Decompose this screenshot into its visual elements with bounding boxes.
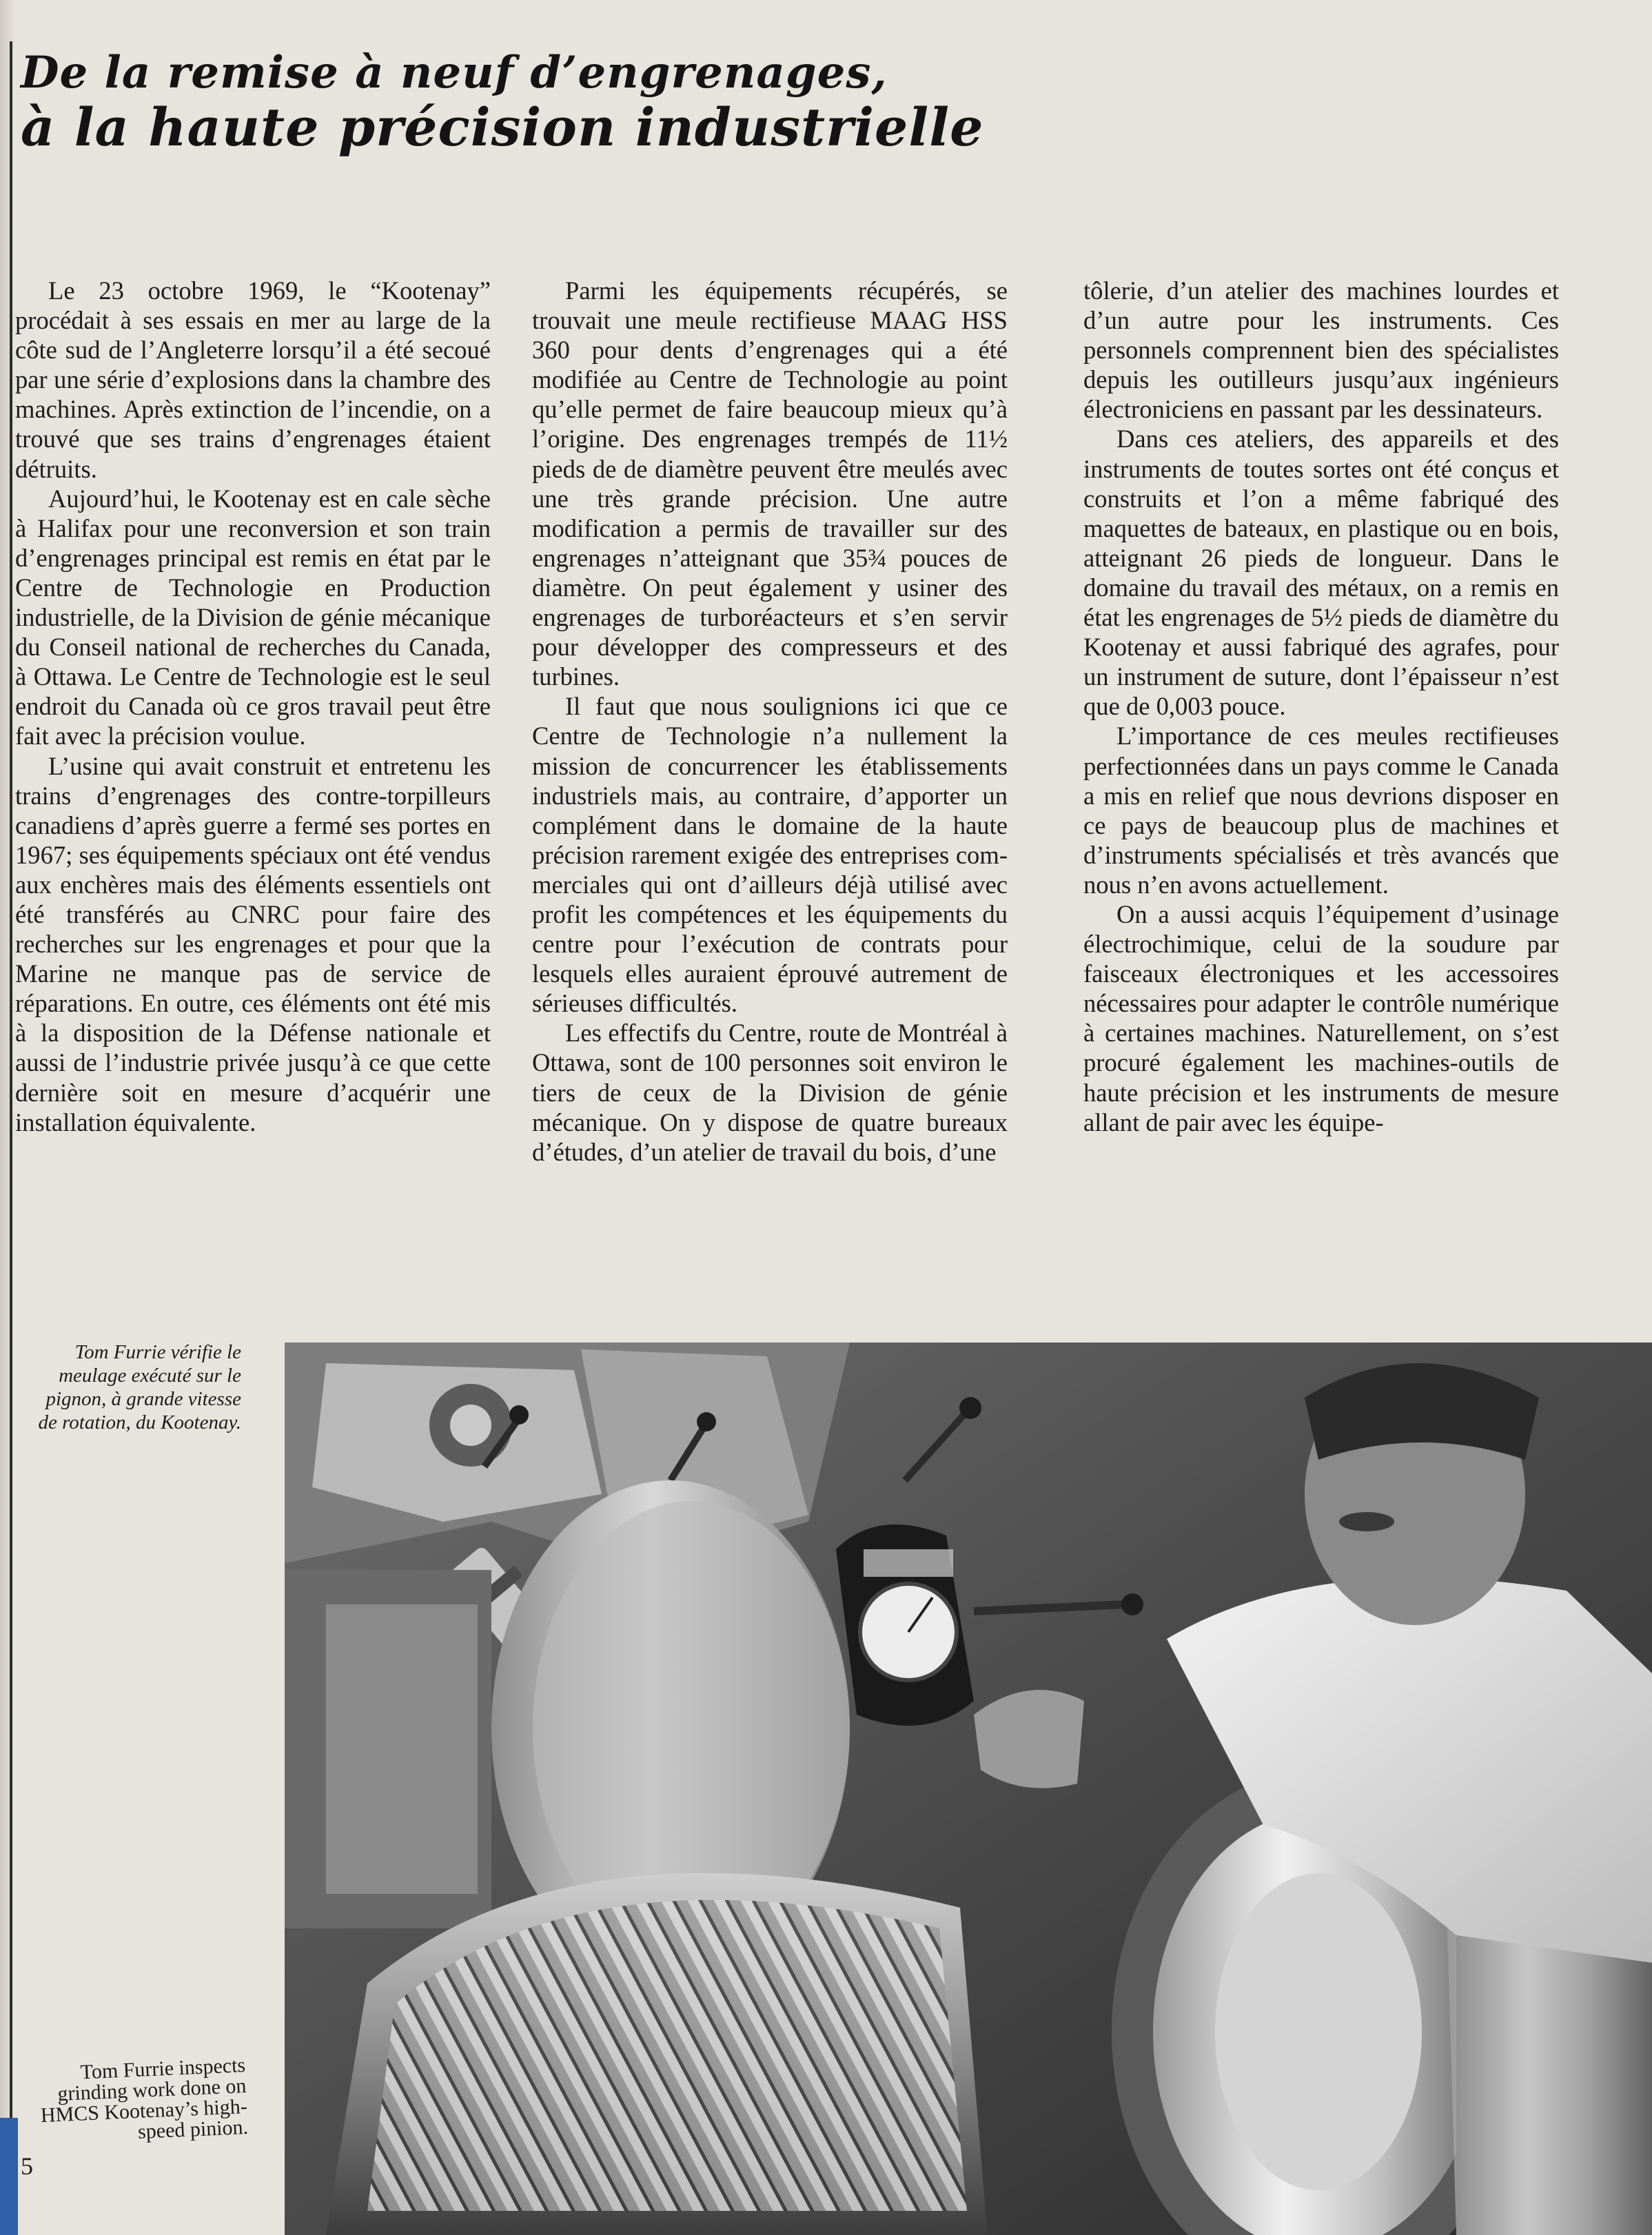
binding-color-tab xyxy=(0,2118,18,2235)
headline-line-2: à la haute précision industrielle xyxy=(21,96,984,158)
paragraph: Il faut que nous soulignions ici que ce Centre de Technologie n’a nullement la mission de concurrencer les établissements industriels mais, au contraire, d’apporter un complément dans le domaine de la haute précision rarement exigée des entreprises commerciales qui ont d’ailleurs déjà utilisé avec profit les compétences et les équipements du centre pour l’exécution de contrats pour lesquels elles auraient éprouvé autrement de sérieuses difficultés. xyxy=(532,692,1008,1018)
text-column-3 xyxy=(1083,276,1559,1137)
binding-gutter xyxy=(0,0,15,2235)
headline-line-1: De la remise à neuf d’engrenages, xyxy=(21,47,888,99)
paragraph: Le 23 octobre 1969, le “Kootenay” procédait à ses essais en mer au large de la côte sud de l’Angleterre lorsqu’il a été secoué par une série d’explosions dans la chambre des machines. Après extinction de l’incendie, on a trouvé que ses trains d’engrenages étaient détruits. xyxy=(15,276,491,483)
paragraph: Parmi les équipements récupérés, se trouvait une meule rectifieuse MAAG HSS 360 pour dents d’engrenages qui a été modifiée au Centre de Technologie au point qu’elle permet de faire beaucoup mieux qu’à l’origine. Des engrenages trempés de 11½ pieds de de diamètre peuvent être meulés avec une très grande précision. Une autre modification a permis de travailler sur des engrenages n’atteignant que 35¾ pouces de diamètre. On peut également y usiner des engrenages de turboréacteurs et s’en servir pour développer des compresseurs et des turbines. xyxy=(532,276,1008,691)
paragraph: Les effectifs du Centre, route de Montréal à Ottawa, sont de 100 personnes soit environ le tiers de ceux de la Division de génie mécanique. On y dispose de quatre bureaux d’études, d’un atelier de travail du bois, d’une xyxy=(532,1019,1008,1166)
article-headline xyxy=(21,48,983,156)
page-number: 5 xyxy=(21,2152,33,2180)
photo-gear-grinding-machine xyxy=(285,1343,1652,2235)
paragraph: Dans ces ateliers, des appareils et des instruments de toutes sortes ont été conçus et construits et l’on a même fabriqué des maquettes de bateaux, en plastique ou en bois, atteignant 26 pieds de longueur. Dans le domaine du travail des métaux, on a remis en état les engrenages de 5½ pieds de diamètre du Kootenay et aussi fabriqué des agrafes, pour un instrument de suture, dont l’épaisseur n’est que de 0,003 pouce. xyxy=(1083,425,1559,721)
photo-caption-english: Tom Furrie inspects grinding work done on HMCS Kootenay’s high-speed pinion. xyxy=(40,2054,249,2143)
paragraph: L’usine qui avait construit et entretenu les trains d’engrenages des contre-torpilleurs canadiens d’après guerre a fermé ses portes en 1967; ses équipements spéciaux ont été vendus aux enchères mais des éléments essentiels ont été transférés au CNRC pour faire des recherches sur les engrenages et pour que la Marine ne manque pas de service de réparations. En outre, ces éléments ont été mis à la disposition de la Défense nationale et aussi de l’industrie privée jusqu’à ce que cette dernière soit en mesure d’acquérir une installation équivalente. xyxy=(15,751,491,1136)
text-column-2 xyxy=(532,276,1008,1167)
text-column-1 xyxy=(15,276,491,1137)
paragraph: Aujourd’hui, le Kootenay est en cale sèche à Halifax pour une reconversion et son train d’engrenages principal est remis en état par le Centre de Technologie en Production industrielle, de la Division de génie mécanique du Conseil national de recherches du Canada, à Ottawa. Le Centre de Technologie est le seul endroit du Canada où ce gros travail peut être fait avec la précision voulue. xyxy=(15,484,491,751)
binding-edge-line xyxy=(10,41,12,2192)
paragraph: On a aussi acquis l’équipement d’usinage électrochimique, celui de la soudure par faisceaux électroniques et les accessoires nécessaires pour adapter le contrôle numérique à certaines machines. Naturellement, on s’est procuré également les machines-outils de haute précision et les instruments de mesure allant de pair avec les équipe- xyxy=(1083,899,1559,1136)
paragraph: tôlerie, d’un atelier des machines lourdes et d’un autre pour les instruments. Ces personnels comprennent bien des spécialistes depuis les outilleurs jusqu’aux ingénieurs électroniciens en passant par les dessinateurs. xyxy=(1083,276,1559,424)
paragraph: L’importance de ces meules rectifieuses perfectionnées dans un pays comme le Canada a mis en relief que nous devrions disposer en ce pays de beaucoup plus de machines et d’instruments spécialisés et très avancés que nous n’en avons actuellement. xyxy=(1083,722,1559,899)
photo-caption-french: Tom Furrie vérifie le meulage exécuté sur le pignon, à grande vitesse de rotation, du Kootenay. xyxy=(38,1341,241,1433)
